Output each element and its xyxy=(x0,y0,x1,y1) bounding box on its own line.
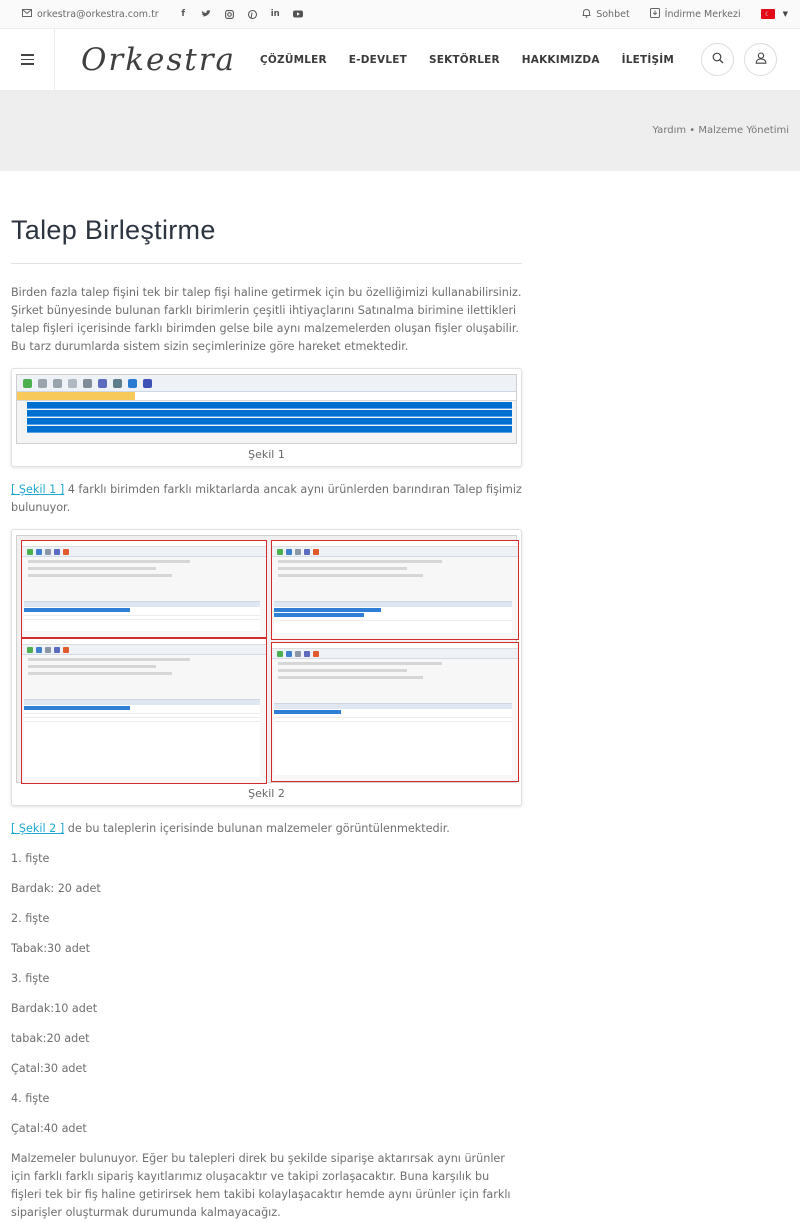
chat-label: Sohbet xyxy=(596,8,630,20)
request-form-window-1 xyxy=(21,540,267,638)
facebook-icon[interactable]: f xyxy=(181,9,186,19)
linkedin-icon[interactable]: in xyxy=(270,9,280,19)
header-actions xyxy=(701,43,777,76)
article-content xyxy=(0,215,522,1222)
list-item: Bardak:10 adet xyxy=(11,1002,98,1015)
chevron-down-icon: ▼ xyxy=(782,10,788,18)
main-header xyxy=(0,29,800,91)
user-icon xyxy=(755,52,767,67)
nav-item-e-devlet[interactable]: E-DEVLET xyxy=(348,53,407,66)
top-bar xyxy=(0,0,800,29)
email-text: orkestra@orkestra.com.tr xyxy=(37,8,159,20)
closing-paragraph: Malzemeler bulunuyor. Eğer bu talepleri direk bu şekilde siparişe aktarırsak aynı ürünler için farklı farklı sipariş kayıtlarımız oluşacaktır ve takipi zorlaşacaktır. Buna karşılık bu fişleri tek bir fiş haline getirirsek hem takibi kolaylaşacaktır hemde aynı ürünler için farklı siparişler oluşturmak durumunda kalmayacağız. xyxy=(11,1152,511,1219)
hamburger-icon xyxy=(21,54,34,56)
breadcrumb[interactable]: Yardım • Malzeme Yönetimi xyxy=(652,125,789,136)
nav-item-cozumler[interactable]: ÇÖZÜMLER xyxy=(260,53,327,66)
search-icon xyxy=(712,52,724,67)
figure-2 xyxy=(11,529,522,806)
request-form-window-2 xyxy=(271,540,519,640)
search-button[interactable] xyxy=(701,43,734,76)
screenshot-grid-header xyxy=(17,392,516,401)
list-item: Bardak: 20 adet xyxy=(11,882,101,895)
list-item: 4. fişte xyxy=(11,1092,50,1105)
social-links xyxy=(179,10,303,19)
figure-1-reference-text: 4 farklı birimden farklı miktarlarda ancak aynı ürünlerden barındıran Talep fişimiz bulunuyor. xyxy=(11,483,522,514)
list-item: Tabak:30 adet xyxy=(11,942,91,955)
youtube-icon[interactable] xyxy=(294,10,303,19)
nav-item-iletisim[interactable]: İLETİŞİM xyxy=(621,53,675,66)
page-title: Talep Birleştirme xyxy=(11,215,216,245)
download-center-label: İndirme Merkezi xyxy=(664,8,741,20)
intro-paragraph: Birden fazla talep fişini tek bir talep fişi haline getirmek için bu özelliğimizi kullanabilirsiniz. Şirket bünyesinde bulunan farklı birimlerin çeşitli ihtiyaçlarını Satınalma birimine ilettikleri talep fişleri içerisinde farklı birimden gelse bile aynı malzemelerden oluşan fişler oluşabilir. Bu tarz durumlarda sistem sizin seçimlerinize göre hareket etmektedir. xyxy=(11,286,522,353)
twitter-icon[interactable] xyxy=(202,10,211,19)
figure-2-caption: Şekil 2 xyxy=(248,787,285,800)
list-item: tabak:20 adet xyxy=(11,1032,90,1045)
main-nav xyxy=(260,54,674,66)
screenshot-toolbar xyxy=(17,375,516,392)
page-banner xyxy=(0,91,800,171)
figure-2-link[interactable]: [ Şekil 2 ] xyxy=(11,822,65,835)
figure-1-reference xyxy=(11,481,522,517)
material-list xyxy=(11,850,522,1138)
envelope-icon xyxy=(22,9,32,20)
pinterest-icon[interactable] xyxy=(248,10,257,19)
nav-item-sektorler[interactable]: SEKTÖRLER xyxy=(428,53,500,66)
chat-link[interactable] xyxy=(582,8,629,21)
list-item: 2. fişte xyxy=(11,912,50,925)
user-account-button[interactable] xyxy=(744,43,777,76)
download-icon xyxy=(650,8,660,21)
list-item: 3. fişte xyxy=(11,972,50,985)
turkey-flag-icon: ☾ xyxy=(761,9,775,19)
email-link[interactable] xyxy=(22,9,159,20)
figure-1-caption: Şekil 1 xyxy=(248,448,285,461)
menu-toggle-button[interactable] xyxy=(0,29,55,91)
instagram-icon[interactable] xyxy=(225,10,234,19)
list-item: Çatal:40 adet xyxy=(11,1122,87,1135)
logo[interactable]: Orkestra xyxy=(81,41,237,78)
figure-2-reference xyxy=(11,820,522,838)
download-center-link[interactable] xyxy=(650,8,741,21)
list-item: Çatal:30 adet xyxy=(11,1062,87,1075)
language-selector[interactable] xyxy=(761,9,788,19)
request-form-window-3 xyxy=(21,638,267,784)
request-form-window-4 xyxy=(271,642,519,782)
top-right-links xyxy=(582,8,788,21)
nav-item-hakkimizda[interactable]: HAKKIMIZDA xyxy=(521,53,600,66)
figure-2-reference-text: de bu taleplerin içerisinde bulunan malzemeler görüntülenmektedir. xyxy=(64,822,450,835)
bell-icon xyxy=(582,8,591,21)
screenshot-selected-row xyxy=(27,402,512,409)
screenshot-request-list xyxy=(16,374,517,444)
title-divider xyxy=(11,263,522,264)
screenshot-request-forms xyxy=(16,535,517,783)
list-item: 1. fişte xyxy=(11,852,50,865)
figure-1 xyxy=(11,368,522,467)
figure-1-link[interactable]: [ Şekil 1 ] xyxy=(11,483,65,496)
